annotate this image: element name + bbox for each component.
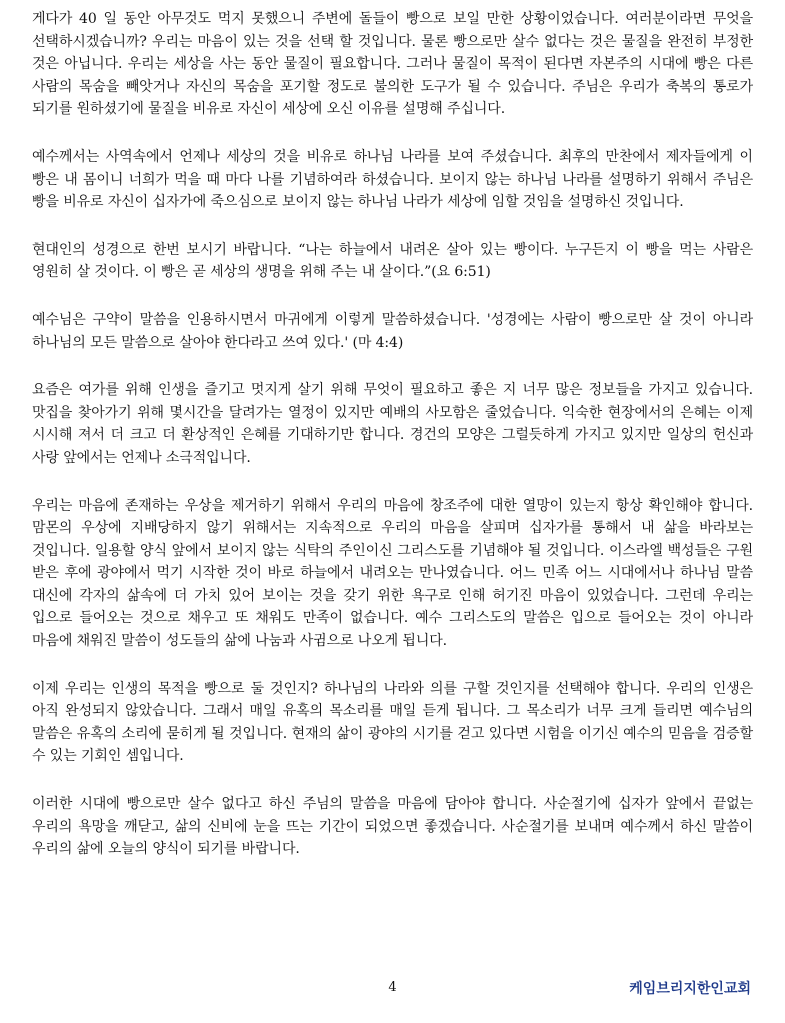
- paragraph-1: 게다가 40 일 동안 아무것도 먹지 못했으니 주변에 돌들이 빵으로 보일 만한 상황이었습니다. 여러분이라면 무엇을 선택하시겠습니까? 우리는 마음이 있는 것을 선택 할 것입니다. 물론 빵으로만 살수 없다는 것은 물질을 완전히 부정한 것은 아닙니다. 우리는 세상을 사는 동안 물질이 필요합니다. 그러나 물질이 목적이 된다면 자본주의 시대에 빵은 다른 사람의 목숨을 빼앗거나 자신의 목숨을 포기할 정도로 불의한 도구가 될 수 있습니다. 주님은 우리가 축복의 통로가 되기를 원하셨기에 물질을 비유로 자신이 세상에 오신 이유를 설명해 주십니다.: [32, 11, 753, 118]
- paragraph-6: 우리는 마음에 존재하는 우상을 제거하기 위해서 우리의 마음에 창조주에 대한 열망이 있는지 항상 확인해야 합니다. 맘몬의 우상에 지배당하지 않기 위해서는 지속적으로 우리의 마음을 살피며 십자가를 통해서 내 삶을 바라보는 것입니다. 일용할 양식 앞에서 보이지 않는 식탁의 주인이신 그리스도를 기념해야 될 것입니다. 이스라엘 백성들은 구원 받은 후에 광야에서 먹기 시작한 것이 바로 하늘에서 내려오는 만나였습니다. 어느 민족 어느 시대에서나 하나님 말씀 대신에 각자의 삶속에 더 가치 있어 보이는 것을 갖기 위한 욕구로 인해 허기진 마음이 있었습니다. 그런데 우리는 입으로 들어오는 것으로 채우고 또 채워도 만족이 없습니다. 예수 그리스도의 말씀은 입으로 들어오는 것이 아니라 마음에 채워진 말씀이 성도들의 삶에 나눔과 사귐으로 나오게 됩니다.: [32, 497, 753, 650]
- paragraph-7: 이제 우리는 인생의 목적을 빵으로 둘 것인지? 하나님의 나라와 의를 구할 것인지를 선택해야 합니다. 우리의 인생은 아직 완성되지 않았습니다. 그래서 매일 유혹의 목소리를 매일 듣게 됩니다. 그 목소리가 너무 크게 들리면 예수님의 말씀은 유혹의 소리에 묻히게 될 것입니다. 현재의 삶이 광야의 시기를 걷고 있다면 시험을 이기신 예수의 믿음을 검증할 수 있는 기회인 셈입니다.: [32, 680, 753, 765]
- church-name: 케임브리지한인교회: [629, 981, 751, 997]
- paragraph-8: 이러한 시대에 빵으로만 살수 없다고 하신 주님의 말씀을 마음에 담아야 합니다. 사순절기에 십자가 앞에서 끝없는 우리의 욕망을 깨닫고, 삶의 신비에 눈을 뜨는 기간이 되었으면 좋겠습니다. 사순절기를 보내며 예수께서 하신 말씀이 우리의 삶에 오늘의 양식이 되기를 바랍니다.: [32, 796, 753, 858]
- paragraph-4: 예수님은 구약이 말씀을 인용하시면서 마귀에게 이렇게 말씀하셨습니다. '성경에는 사람이 빵으로만 살 것이 아니라 하나님의 모든 말씀으로 살아야 한다라고 쓰여 있다.' (마 4:4): [32, 311, 753, 351]
- paragraph-2: 예수께서는 사역속에서 언제나 세상의 것을 비유로 하나님 나라를 보여 주셨습니다. 최후의 만찬에서 제자들에게 이 빵은 내 몸이니 너희가 먹을 때 마다 나를 기념하여라 하셨습니다. 보이지 않는 하나님 나라를 설명하기 위해서 주님은 빵을 비유로 자신이 십자가에 죽으심으로 보이지 않는 하나님 나라가 세상에 임할 것임을 설명하신 것입니다.: [32, 148, 753, 211]
- paragraph-5: 요즘은 여가를 위해 인생을 즐기고 멋지게 살기 위해 무엇이 필요하고 좋은 지 너무 많은 정보들을 가지고 있습니다. 맛집을 찾아가기 위해 몇시간을 달려가는 열정이 있지만 예배의 사모함은 줄었습니다. 익숙한 현장에서의 은혜는 이제 시시해 져서 더 크고 더 환상적인 은혜를 기대하기만 합니다. 경건의 모양은 그럴듯하게 가지고 있지만 일상의 헌신과 사랑 앞에서는 언제나 소극적입니다.: [32, 382, 753, 466]
- paragraph-3: 현대인의 성경으로 한번 보시기 바랍니다. “나는 하늘에서 내려온 살아 있는 빵이다. 누구든지 이 빵을 먹는 사람은 영원히 살 것이다. 이 빵은 곧 세상의 생명을 위해 주는 내 살이다.”(요 6:51): [32, 241, 753, 281]
- document-body: [32, 8, 753, 886]
- page-number: 4: [388, 980, 397, 995]
